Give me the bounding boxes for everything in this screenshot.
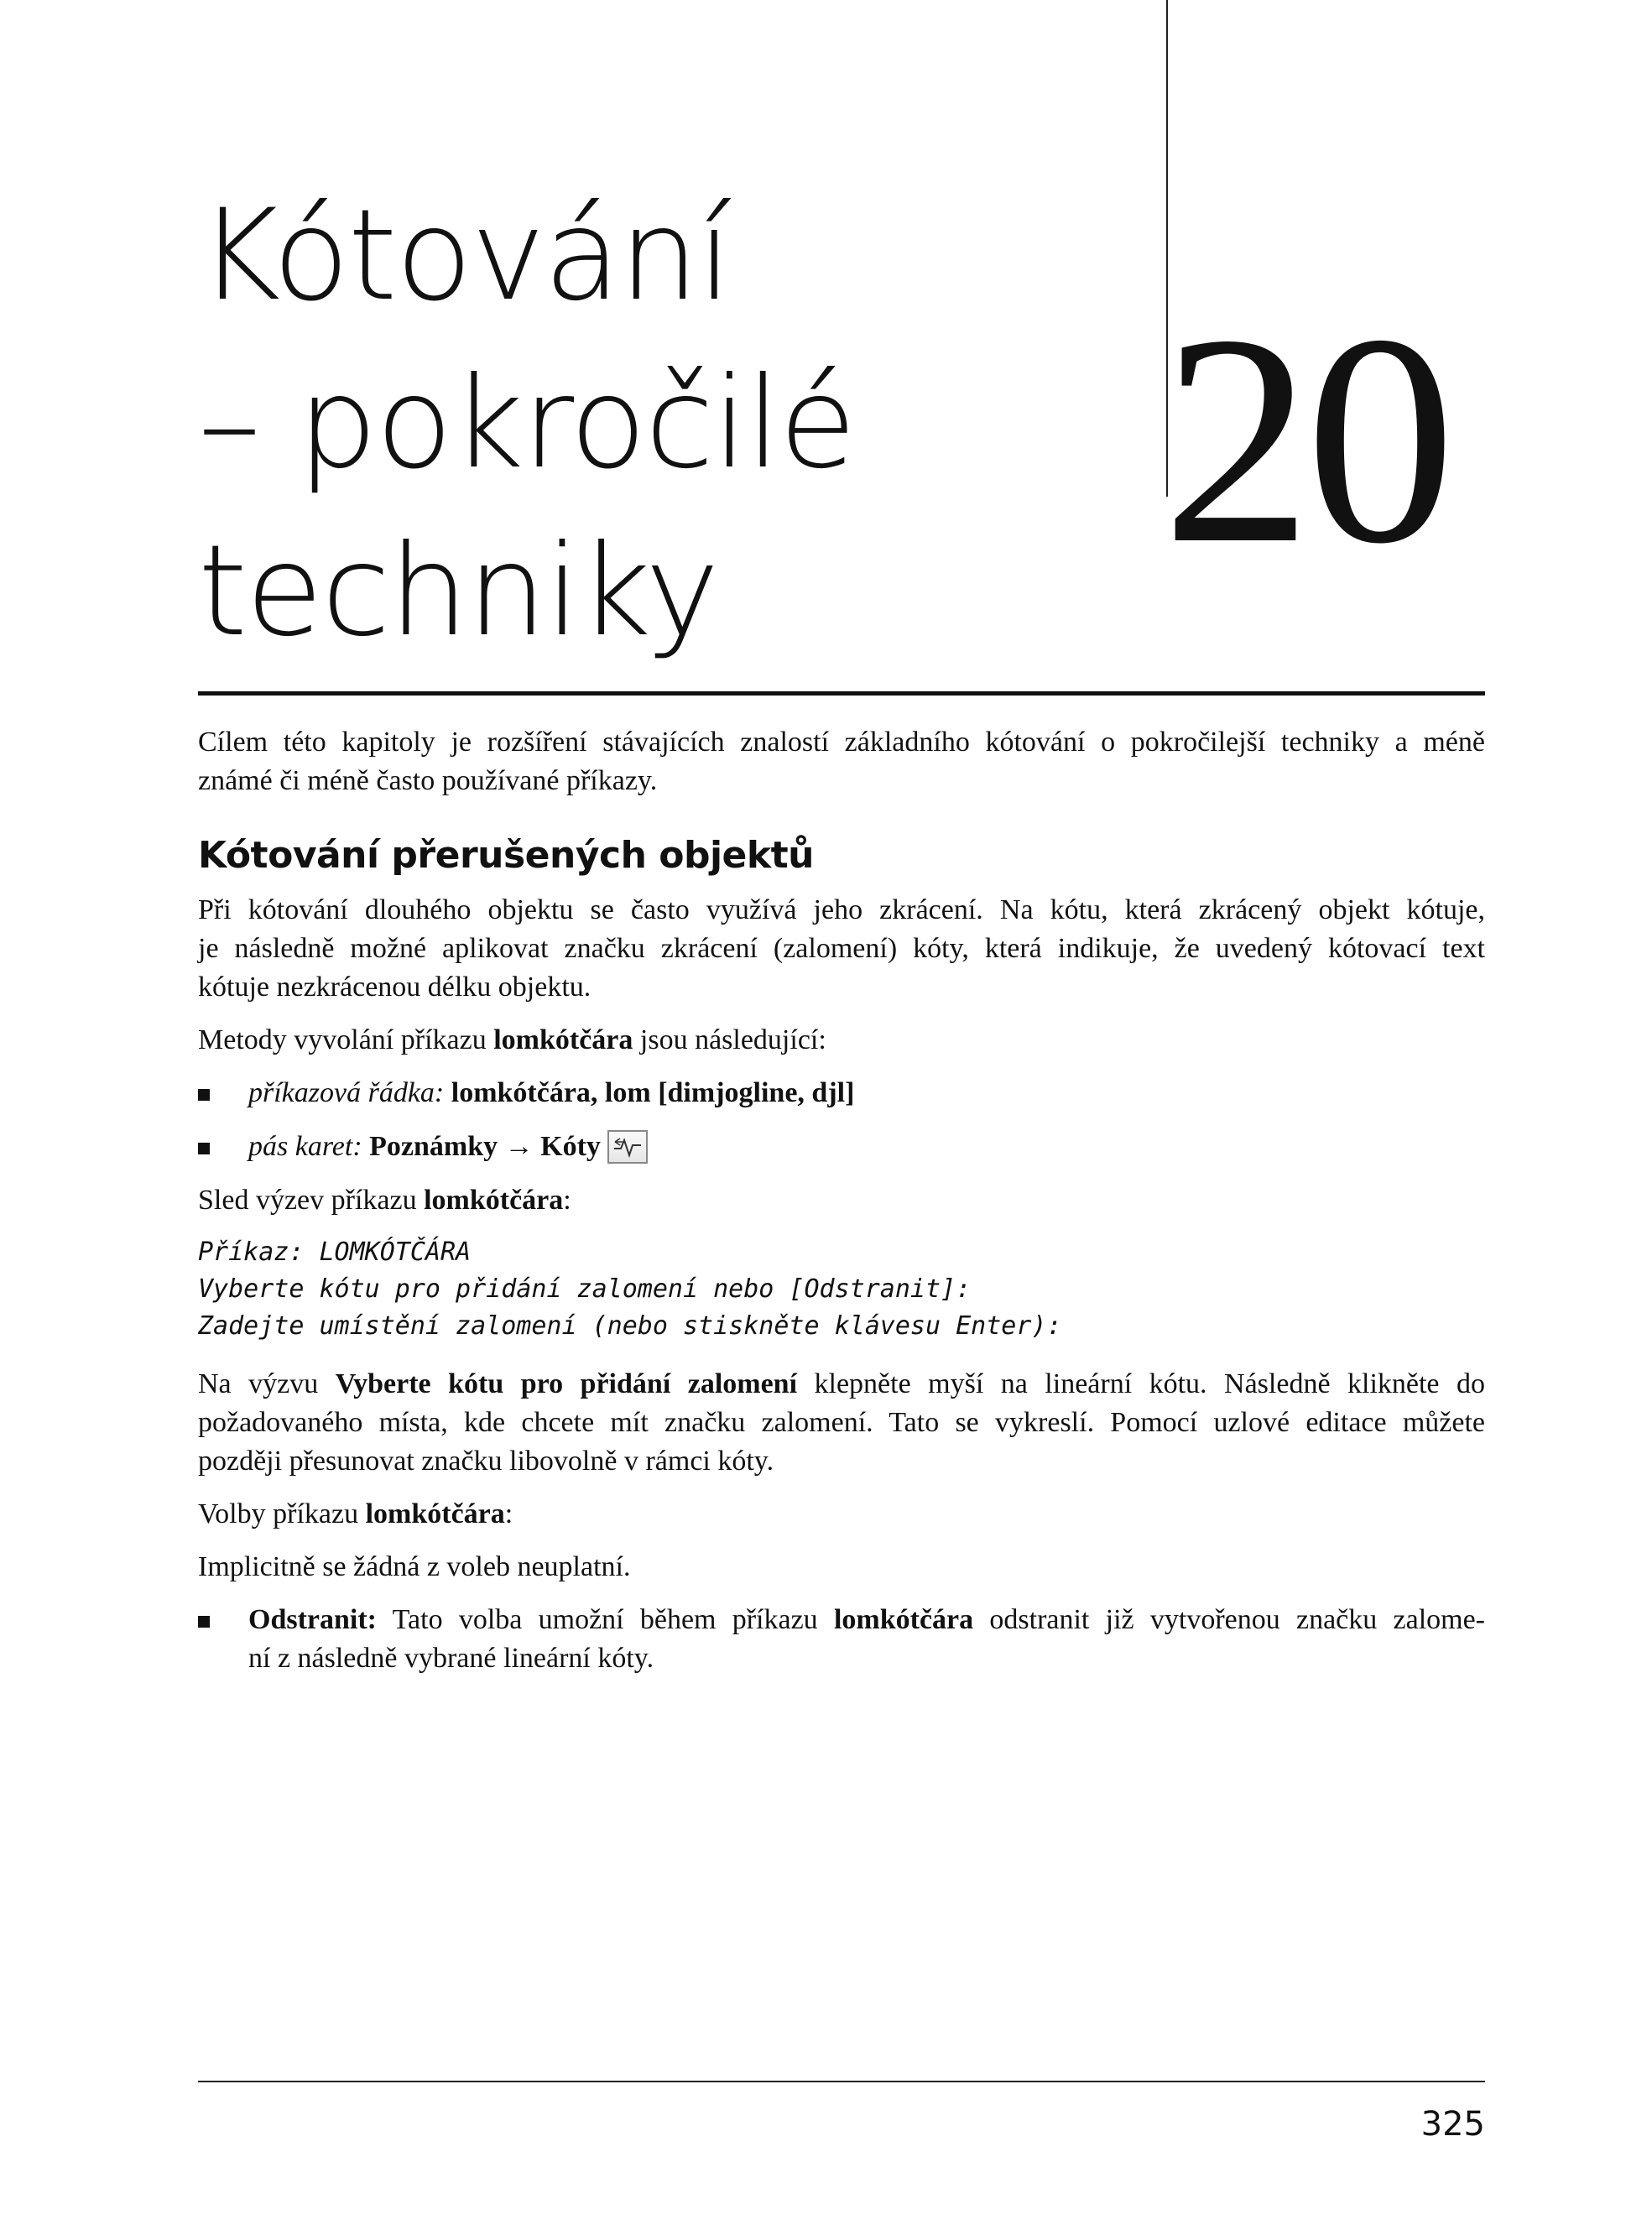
bullet-remove-label: Odstranit: <box>248 1604 377 1635</box>
chapter-title-line-3: techniky <box>198 518 718 664</box>
section-heading: Kótování přerušených objektů <box>198 834 814 877</box>
bullet-square-icon <box>198 1143 210 1154</box>
sequence-command: lomkótčára <box>424 1185 564 1216</box>
para2-line-1-c: klepněte myší na lineární kótu. Následně klikněte do <box>797 1368 1485 1399</box>
intro-line-1: Cílem této kapitoly je rozšíření stávajících znalostí základního kótování o pokročilejší techniky a méně <box>198 727 1485 758</box>
page-content <box>198 723 1485 1693</box>
methods-command: lomkótčára <box>493 1024 633 1055</box>
bullet-command-line-value-1: lomkótčára, lom <box>444 1077 659 1108</box>
page-number: 325 <box>1420 2105 1485 2144</box>
bullet-command-line-value-2: [dimjogline, djl] <box>658 1077 855 1108</box>
footer-rule <box>198 2081 1485 2082</box>
code-line-1: Příkaz: LOMKÓTČÁRA <box>198 1237 472 1267</box>
options-text-before: Volby příkazu <box>198 1498 366 1529</box>
command-prompt-listing <box>198 1234 1485 1345</box>
bullet-ribbon-label: pás karet: <box>248 1131 362 1162</box>
chapter-header-rule <box>198 691 1485 696</box>
bullet-remove-line-1 <box>248 1601 1485 1639</box>
sequence-text-after: : <box>563 1185 571 1216</box>
methods-text-after: jsou následující: <box>633 1024 826 1055</box>
arrow-right-icon: → <box>498 1131 541 1162</box>
bullet-remove-text-b: odstranit již vytvořenou značku zalome- <box>973 1604 1485 1635</box>
bullet-ribbon-path-2: Kóty <box>540 1131 601 1162</box>
section-paragraph-1 <box>198 891 1485 1007</box>
sequence-paragraph <box>198 1181 1485 1220</box>
code-line-3: Zadejte umístění zalomení (nebo stiskněte klávesu Enter): <box>198 1311 1062 1341</box>
options-paragraph <box>198 1495 1485 1534</box>
sequence-text-before: Sled výzev příkazu <box>198 1185 425 1216</box>
methods-text-before: Metody vyvolání příkazu <box>198 1024 494 1055</box>
para1-line-2: je následně možné aplikovat značku zkrácení (zalomení) kóty, která indikuje, že uvedený kótovací text <box>198 933 1485 964</box>
intro-paragraph <box>198 723 1485 800</box>
para2-line-1-bold: Vyberte kótu pro přidání zalomení <box>335 1368 798 1399</box>
methods-paragraph <box>198 1021 1485 1060</box>
bullet-remove-command: lomkótčára <box>833 1604 974 1635</box>
dimension-jog-icon[interactable] <box>607 1130 648 1164</box>
bullet-square-icon <box>198 1616 210 1628</box>
code-line-2: Vyberte kótu pro přidání zalomení nebo [Odstranit]: <box>198 1274 972 1304</box>
bullet-command-line-label: příkazová řádka: <box>248 1077 445 1108</box>
chapter-title <box>198 172 1138 675</box>
chapter-number: 20 <box>1162 274 1449 606</box>
chapter-title-line-2: – pokročilé <box>198 351 855 497</box>
bullet-remove-text-a: Tato volba umožní během příkazu <box>377 1604 834 1635</box>
bullet-command-line <box>198 1074 1485 1112</box>
bullet-ribbon-path-1: Poznámky <box>362 1131 498 1162</box>
implicit-paragraph: Implicitně se žádná z voleb neuplatní. <box>198 1551 631 1582</box>
chapter-title-line-1: Kótování <box>198 183 731 329</box>
bullet-remove-line-2: ní z následně vybrané lineární kóty. <box>248 1643 654 1674</box>
para2-line-1-a: Na výzvu <box>198 1368 336 1399</box>
para1-line-1: Při kótování dlouhého objektu se často využívá jeho zkrácení. Na kótu, která zkrácený objekt kótuje, <box>198 894 1485 925</box>
intro-line-2: známé či méně často používané příkazy. <box>198 765 658 796</box>
bullet-ribbon <box>198 1128 1485 1166</box>
para2-line-1 <box>198 1365 1485 1404</box>
options-command: lomkótčára <box>365 1498 505 1529</box>
para1-line-3: kótuje nezkrácenou délku objektu. <box>198 972 591 1003</box>
bullet-remove-option <box>198 1601 1485 1678</box>
bullet-square-icon <box>198 1089 210 1101</box>
para2-line-3: později přesunovat značku libovolně v rámci kóty. <box>198 1446 774 1477</box>
section-paragraph-2 <box>198 1365 1485 1481</box>
para2-line-2: požadovaného místa, kde chcete mít značku zalomení. Tato se vykreslí. Pomocí uzlové editace můžete <box>198 1407 1485 1438</box>
options-text-after: : <box>504 1498 513 1529</box>
